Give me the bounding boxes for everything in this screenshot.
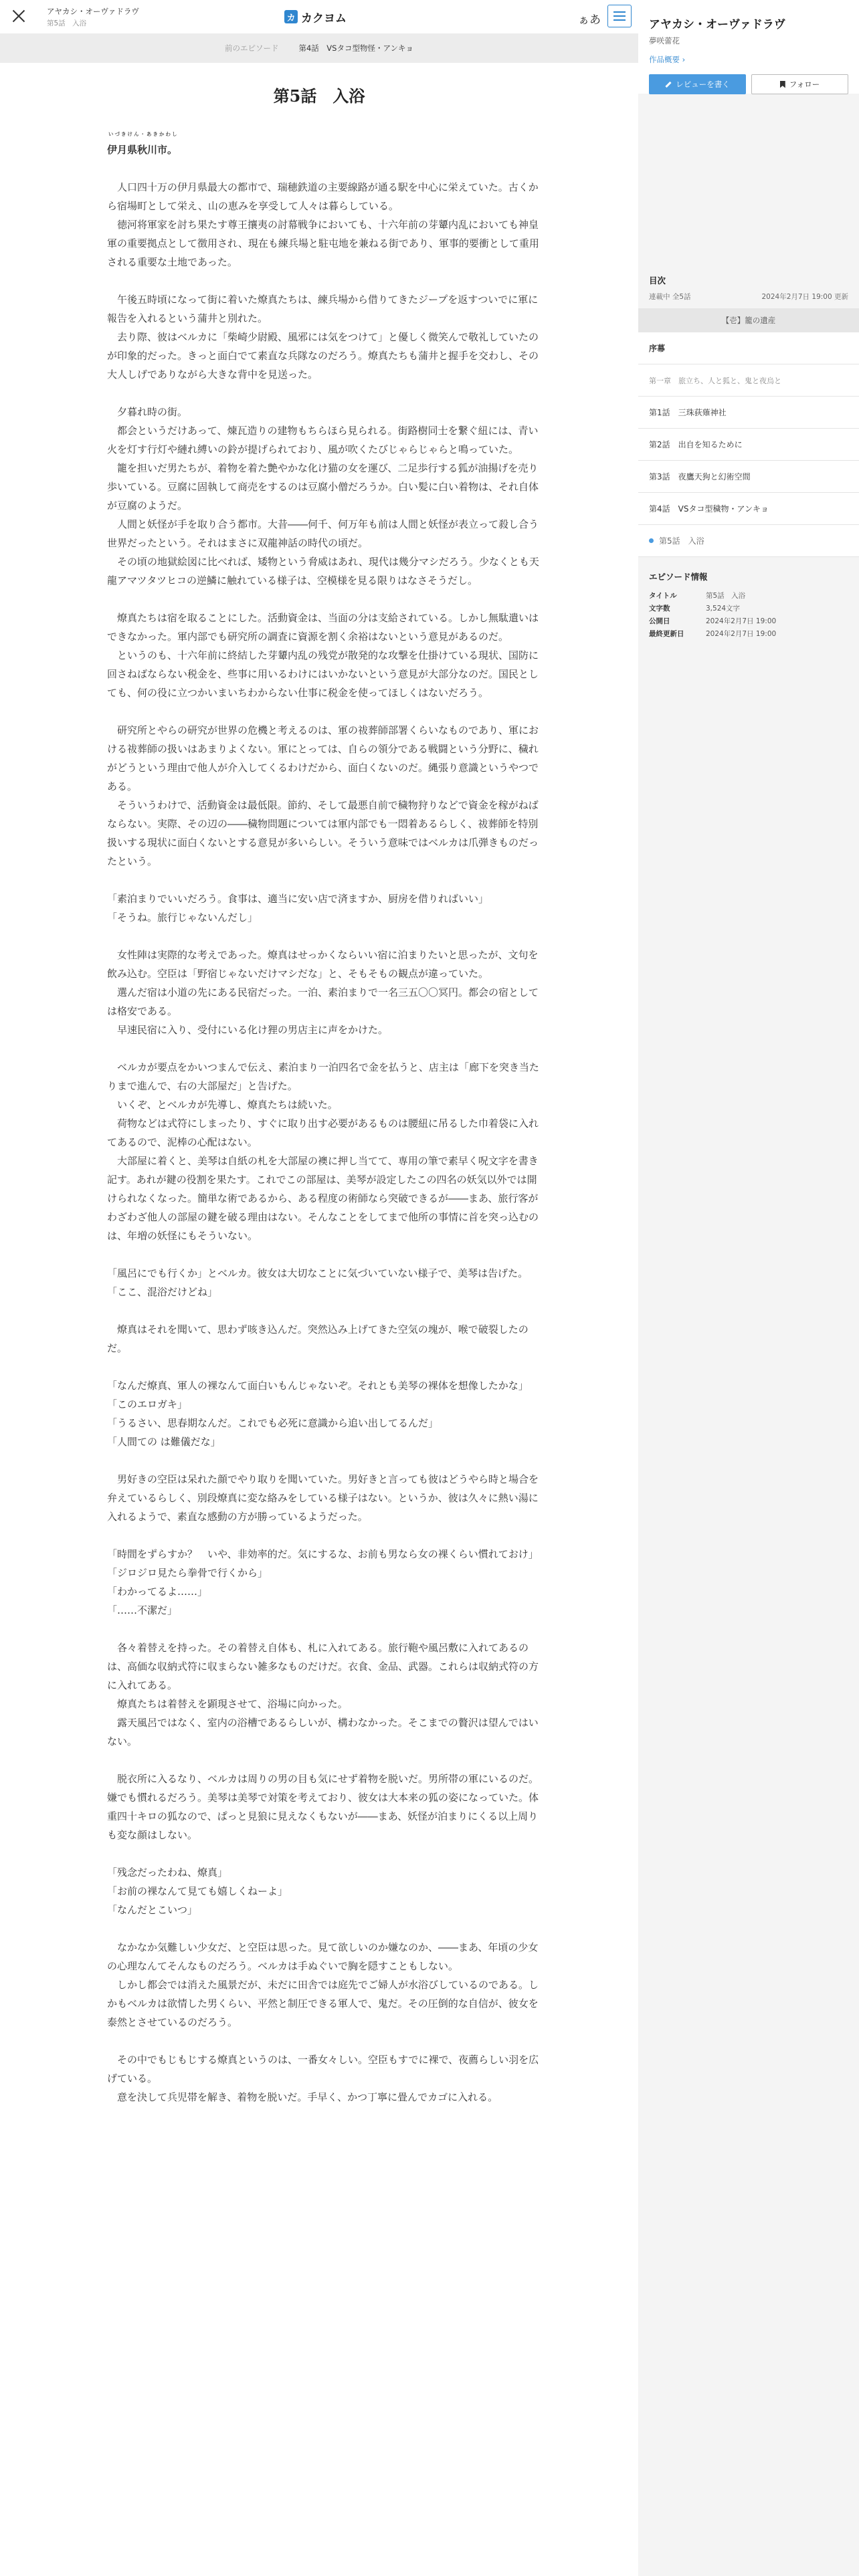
sidebar-work-title[interactable]: アヤカシ・オーヴァドラヴ <box>649 18 785 31</box>
paragraph-spacer <box>107 2032 541 2050</box>
paragraph-spacer <box>107 1620 541 1638</box>
paragraph: 「そうね。旅行じゃないんだし」 <box>107 911 258 924</box>
paragraph-spacer <box>107 1039 541 1058</box>
episode-info <box>638 557 859 647</box>
paragraph: 夕暮れ時の街。 <box>107 406 188 418</box>
menu-icon-line <box>613 19 626 21</box>
toc-heading: 目次 <box>649 276 666 286</box>
toc-updated: 2024年2月7日 19:00 更新 <box>761 293 848 301</box>
paragraph: 脱衣所に入るなり、ベルカは周りの男の目も気にせず着物を脱いだ。男所帯の軍にいるのだ。嫌でも慣れるだろう。美琴は美琴で対策を考えており、彼女は大本来の狐の姿になっていた。体重四十キロの狐なので、ぱっと見狼に見えなくもないが――まあ、妖怪が泊まりにくる以上周りも変な顔はしない。 <box>107 1773 539 1841</box>
info-value: 3,524文字 <box>706 605 741 613</box>
pen-icon <box>666 81 672 87</box>
site-logo[interactable] <box>284 9 347 25</box>
episode-info-row <box>649 615 776 627</box>
sidebar-author[interactable]: 夢咲蕾花 <box>649 36 680 45</box>
reader-header <box>0 0 638 33</box>
paragraph: 「このエロガキ」 <box>107 1398 188 1410</box>
sidebar <box>638 0 859 2576</box>
paragraph-spacer <box>107 1751 541 1769</box>
paragraph: 露天風呂ではなく、室内の浴槽であるらしいが、構わなかった。そこまでの贅沢は望んではいない。 <box>107 1717 539 1747</box>
paragraph-spacer <box>107 1919 541 1938</box>
episode-body <box>107 131 541 2107</box>
toc-item[interactable] <box>638 461 859 493</box>
paragraph: 徳河将軍家を討ち果たす尊王攘夷の討幕戦争においても、十六年前の芽顰内乱においても神皇軍の重要拠点として徴用され、現在も練兵場と駐屯地を兼ねる街であり、軍事的要衝として重用される重要な土地であった。 <box>107 219 539 268</box>
sidebar-work-panel <box>638 0 859 94</box>
logo-text: カクヨム <box>301 11 347 25</box>
info-key: 最終更新日 <box>649 630 684 638</box>
paragraph: 「うるさい、思春期なんだ。これでも必死に意識から追い出してるんだ」 <box>107 1417 439 1429</box>
paragraph: 「ジロジロ見たら拳骨で行くから」 <box>107 1567 268 1579</box>
paragraph: 各々着替えを持った。その着替え自体も、札に入れてある。旅行鞄や風呂敷に入れてあるのは、高価な収納式符に収まらない雑多なものだけだ。衣食、金品、武器。これらは収納式符の方に入れてある。 <box>107 1642 539 1691</box>
toc-item-label: 序幕 <box>649 344 666 353</box>
paragraph: 燎真たちは宿を取ることにした。活動資金は、当面の分は支給されている。しかし無駄遣いはできなかった。軍内部でも研究所の調査に資源を割く余裕はないという意見があるのだ。 <box>107 612 539 643</box>
episode-info-table <box>649 589 776 640</box>
paragraph: 「素泊まりでいいだろう。食事は、適当に安い店で済ますか、厨房を借りればいい」 <box>107 893 489 905</box>
paragraph-spacer <box>107 159 541 178</box>
prev-episode-title[interactable]: 第4話 VSタコ型物怪・アンキョ <box>298 43 414 53</box>
toc-chapter <box>638 364 859 397</box>
paragraph-spacer <box>107 1526 541 1545</box>
episode-nav <box>0 33 638 63</box>
paragraph: 燎真はそれを聞いて、思わず咳き込んだ。突然込み上げてきた空気の塊が、喉で破裂したのだ。 <box>107 1323 529 1354</box>
paragraph: 都会というだけあって、煉瓦造りの建物もちらほら見られる。街路樹同士を繋ぐ紐には、青い火を灯す行灯や縺れ縛いの鈴が提げられており、風が吹くたびじゃらじゃらと鳴っていた。 <box>107 425 539 455</box>
menu-button[interactable] <box>607 5 632 27</box>
close-icon[interactable] <box>9 7 28 25</box>
toc-section-tag: 【壱】籠の遺産 <box>638 308 859 332</box>
menu-icon <box>613 11 626 13</box>
text-settings-button[interactable]: ぁあ <box>578 13 601 27</box>
current-dot-icon <box>649 538 654 543</box>
paragraph: 意を決して兵児帯を解き、着物を脱いだ。手早く、かつ丁寧に畳んでカゴに入れる。 <box>107 2091 498 2103</box>
paragraph: 「お前の裸なんて見ても嬉しくねーよ」 <box>107 1885 288 1897</box>
work-info-link[interactable]: 作品概要 › <box>649 55 686 64</box>
review-label: レビューを書く <box>676 80 730 89</box>
toc-status: 連載中 全5話 <box>649 293 691 301</box>
toc-item[interactable] <box>638 429 859 461</box>
paragraph: 午後五時頃になって街に着いた燎真たちは、練兵場から借りてきたジープを返すついでに軍に報告を入れるという蒲井と別れた。 <box>107 294 539 324</box>
paragraph-spacer <box>107 1245 541 1264</box>
paragraph: 大部屋に着くと、美琴は自紙の札を大部屋の襖に押し当てて、専用の筆で素早く呪文字を書き記す。あれが鍵の役割を果たす。これでこの部屋は、美琴が設定したこの四名の妖気以外では開けられなくなった。簡単な術であるから、ある程度の術師なら突破できるが――まあ、旅行客がわざわざ他人の部屋の鍵を破る理由はない。そんなことをしてまで他所の事情に首を突っ込むのは、年増の妖怪にもそういない。 <box>107 1155 539 1242</box>
logo-mark-icon: カ <box>284 10 298 23</box>
paragraph: 「人間ての は難儀だな」 <box>107 1436 221 1448</box>
info-key: 公開日 <box>649 617 670 625</box>
info-value: 2024年2月7日 19:00 <box>706 617 777 625</box>
info-value: 第5話 入浴 <box>706 592 746 600</box>
ruby-base: 伊月県秋川市。 <box>107 144 178 156</box>
toc-item[interactable] <box>638 493 859 525</box>
paragraph: 去り際、彼はベルカに「柴崎少尉殿、風邪には気をつけて」と優しく微笑んで敬礼していたのが印象的だった。きっと面白でて素直な兵隊なのだろう。燎真たちも蒲井と握手を交わし、その大人しげでありながら大きな背中を見送った。 <box>107 331 539 381</box>
episode-info-heading: エピソード情報 <box>649 572 708 582</box>
follow-label: フォロー <box>789 80 820 89</box>
paragraph: というのも、十六年前に終結した芽顰内乱の残党が散発的な攻撃を仕掛けている現状、国防に回さねばならない税金を、些事に用いるわけにはいかないという意見が大部分なのだ。国民としても、何の役に立つかいまいちわからない仕事に税金を使ってほしくはないだろう。 <box>107 649 539 699</box>
paragraph-spacer <box>107 1451 541 1470</box>
info-value: 2024年2月7日 19:00 <box>706 630 777 638</box>
paragraph: 燎真たちは着替えを顕現させて、浴場に向かった。 <box>107 1698 348 1710</box>
paragraph: 籠を担いだ男たちが、着物を着た艶やかな化け猫の女を運び、二足歩行する狐が油揚げを売り歩いている。豆腐に固執して商売をするのは豆腐小僧だろうか。白い髪に白い着物は、それ自体が豆腐のようだ。 <box>107 462 539 512</box>
paragraph-spacer <box>107 927 541 946</box>
toc-header <box>638 274 859 302</box>
episode-info-row <box>649 589 776 602</box>
paragraph-spacer <box>107 1844 541 1863</box>
toc-item-label: 第一章 旅立ち、人と狐と、鬼と夜烏と <box>649 376 781 385</box>
episode-info-row <box>649 627 776 640</box>
paragraph: 「残念だったわね、燎真」 <box>107 1866 228 1879</box>
paragraph: 「なんだとこいつ」 <box>107 1904 198 1916</box>
work-info-label: 作品概要 <box>649 55 680 64</box>
paragraph: しかし都会では消えた風景だが、未だに田舎では庭先でご婦人が水浴びしているのである。しかもベルカは欲情した男くらい、平然と制圧できる軍人で、鬼だ。その圧倒的な自信が、彼女を泰然とさせているのだろう。 <box>107 1979 539 2028</box>
paragraph: 荷物などは式符にしまったり、すぐに取り出す必要があるものは腰紐に吊るした巾着袋に入れてあるので、泥棒の心配はない。 <box>107 1117 539 1148</box>
paragraph: いくぞ、とベルカが先導し、燎真たちは続いた。 <box>107 1099 338 1111</box>
header-episode-sub: 第5話 入浴 <box>47 19 87 27</box>
ruby-heading <box>107 131 541 159</box>
header-work-title[interactable]: アヤカシ・オーヴァドラヴ <box>47 7 139 16</box>
prev-episode-link[interactable]: 前のエピソード <box>224 43 279 53</box>
paragraph: 「なんだ燎真、軍人の裸なんて面白いもんじゃないぞ。それとも美琴の裸体を想像したかな」 <box>107 1380 529 1392</box>
paragraph: 男好きの空臣は呆れた顔でやり取りを聞いていた。男好きと言っても彼はどうやら時と場合を弁えているらしく、別段燎真に変な絡みをしている様子はない。というか、彼は久々に熱い湯に入れるようで、素直な感動の方が勝っているようだった。 <box>107 1473 539 1523</box>
toc-item[interactable] <box>638 332 859 364</box>
paragraph: なかなか気難しい少女だ、と空臣は思った。見て欲しいのか嫌なのか、――まあ、年頃の少女の心理なんてそんなものだろう。ベルカは手ぬぐいで胸を隠すこともしない。 <box>107 1941 539 1972</box>
paragraph: 人間と妖怪が手を取り合う都市。大昔――何千、何万年も前は人間と妖怪が表立って殺し合う世界だったという。それはまさに双龍神話の時代の頃だ。 <box>107 518 539 549</box>
paragraph-spacer <box>107 1301 541 1320</box>
menu-icon-line <box>613 15 626 17</box>
paragraph-spacer <box>107 871 541 889</box>
paragraph: 「時間をずらすか？ いや、非効率的だ。気にするな、お前も男なら女の裸くらい慣れておけ」 <box>107 1548 539 1560</box>
toc-item-label: 第1話 三珠荻薙神社 <box>649 408 727 417</box>
paragraph: 「……不潔だ」 <box>107 1604 178 1616</box>
paragraph-spacer <box>107 272 541 290</box>
toc-item[interactable] <box>638 525 859 557</box>
paragraph: 人口四十万の伊月県最大の都市で、瑞穂鉄道の主要線路が通る駅を中心に栄えていた。古くから宿場町として栄え、山の恵みを享受して人々は暮らしている。 <box>107 181 539 212</box>
paragraph-spacer <box>107 384 541 403</box>
bookmark-icon <box>780 81 785 88</box>
follow-button[interactable] <box>751 74 848 94</box>
paragraph: 早速民宿に入り、受付にいる化け狸の男店主に声をかけた。 <box>107 1024 389 1036</box>
info-key: 文字数 <box>649 605 670 613</box>
paragraph-spacer <box>107 1358 541 1376</box>
paragraph: その中でもじもじする燎真というのは、一番女々しい。空臣もすでに裸で、夜薦らしい羽を広げている。 <box>107 2054 539 2084</box>
toc-item[interactable] <box>638 397 859 429</box>
toc-item-label: 第4話 VSタコ型穢物・アンキョ <box>649 504 769 514</box>
episode-info-row <box>649 602 776 615</box>
toc-item-label: 第3話 夜鷹天狗と幻術空間 <box>649 472 751 481</box>
paragraph: そういうわけで、活動資金は最低限。節約、そして最悪自前で穢物狩りなどで資金を稼がねばならない。実際、その辺の――穢物問題については軍内部でも一悶着あるらしく、祓葬師を特別扱いする現状に面白くないとする意見が多いらしい。そういう意味ではベルカは爪弾きものだったという。 <box>107 799 539 867</box>
toc-list <box>638 332 859 557</box>
paragraph-spacer <box>107 590 541 609</box>
ruby-text: いづきけん・あきかわし <box>108 131 179 137</box>
paragraph: その頃の地獄絵図に比べれば、矮物という脅威はあれ、現代は幾分マシだろう。少なくとも天龍アマツタツヒコの逆鱗に触れている様子は、空模様を見る限りはなさそうだし。 <box>107 556 539 586</box>
write-review-button[interactable] <box>649 74 746 94</box>
paragraph: 「風呂にでも行くか」とベルカ。彼女は大切なことに気づいていない様子で、美琴は告げた。「ここ、混浴だけどね」 <box>107 1267 529 1298</box>
paragraph: 「わかってるよ……」 <box>107 1586 208 1598</box>
paragraph: 研究所とやらの研究が世界の危機と考えるのは、軍の祓葬師部署くらいなものであり、軍における祓葬師の扱いはあまりよくない。軍にとっては、自らの領分である戦闘という分野に、穢れがどうという理由で他人が介入してくるわけだから、面白くないのだ。縄張り意識というやつである。 <box>107 724 539 792</box>
paragraph: 選んだ宿は小道の先にある民宿だった。一泊、素泊まりで一名三五〇〇冥円。都会の宿としては格安である。 <box>107 986 539 1017</box>
paragraph: ベルカが要点をかいつまんで伝え、素泊まり一泊四名で金を払うと、店主は「廊下を突き当たりまで進んで、右の大部屋だ」と告げた。 <box>107 1061 539 1092</box>
episode-title: 第5話 入浴 <box>273 86 365 106</box>
toc-item-label: 第2話 出自を知るために <box>649 440 743 449</box>
paragraph-spacer <box>107 702 541 721</box>
info-key: タイトル <box>649 592 677 600</box>
toc-item-label: 第5話 入浴 <box>659 536 704 546</box>
paragraph: 女性陣は実際的な考えであった。燎真はせっかくならいい宿に泊まりたいと思ったが、文句を飲み込む。空臣は「野宿じゃないだけマシだな」と、そもそもの観点が違っていた。 <box>107 949 539 980</box>
